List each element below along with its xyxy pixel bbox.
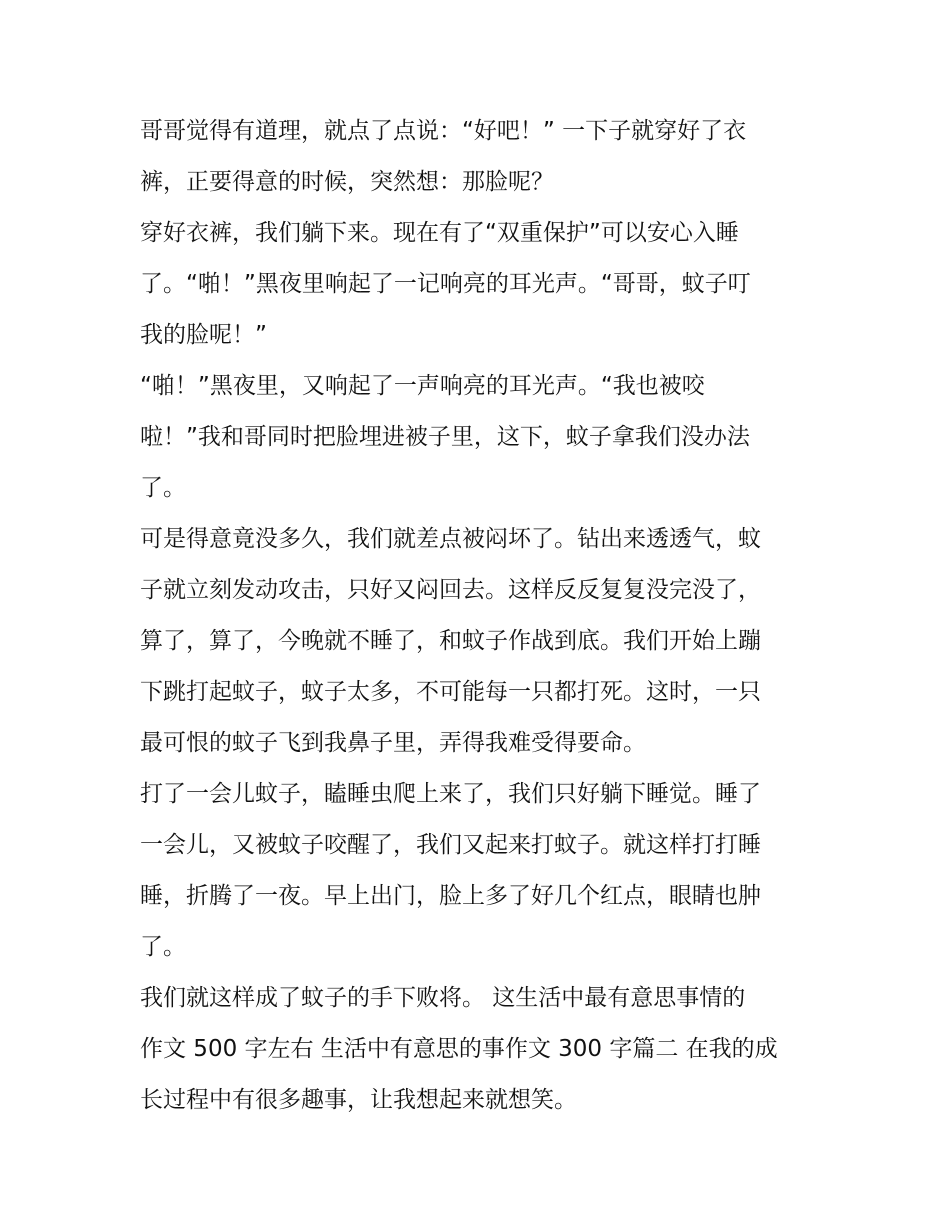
text-line: 了。“啪！”黑夜里响起了一记响亮的耳光声。“哥哥，蚊子叮 bbox=[140, 271, 751, 297]
text-line: 可是得意竟没多久，我们就差点被闷坏了。钻出来透透气，蚊 bbox=[140, 526, 761, 552]
text-line: 了。 bbox=[140, 934, 186, 960]
text-line: 一会儿，又被蚊子咬醒了，我们又起来打蚊子。就这样打打睡 bbox=[140, 832, 761, 858]
text-line: 裤，正要得意的时候，突然想：那脸呢？ bbox=[140, 169, 554, 195]
text-line: 了。 bbox=[140, 475, 186, 501]
text-line: 最可恨的蚊子飞到我鼻子里，弄得我难受得要命。 bbox=[140, 730, 646, 756]
text-line: 穿好衣裤，我们躺下来。现在有了“双重保护”可以安心入睡 bbox=[140, 220, 739, 246]
text-line: 长过程中有很多趣事，让我想起来就想笑。 bbox=[140, 1087, 577, 1113]
text-line: 作文 500 字左右 生活中有意思的事作文 300 字篇二 在我的成 bbox=[140, 1036, 778, 1062]
text-line: 啦！”我和哥同时把脸埋进被子里，这下，蚊子拿我们没办法 bbox=[140, 424, 750, 450]
text-line: 我的脸呢！” bbox=[140, 322, 267, 348]
text-line: 我们就这样成了蚊子的手下败将。 这生活中最有意思事情的 bbox=[140, 985, 746, 1011]
text-line: 子就立刻发动攻击，只好又闷回去。这样反反复复没完没了， bbox=[140, 577, 761, 603]
text-line: 打了一会儿蚊子，瞌睡虫爬上来了，我们只好躺下睡觉。睡了 bbox=[140, 781, 761, 807]
text-line: “啪！”黑夜里，又响起了一声响亮的耳光声。“我也被咬 bbox=[140, 373, 705, 399]
text-line: 哥哥觉得有道理，就点了点说：“好吧！” 一下子就穿好了衣 bbox=[140, 118, 747, 144]
text-line: 算了，算了，今晚就不睡了，和蚊子作战到底。我们开始上蹦 bbox=[140, 628, 761, 654]
document-body bbox=[140, 106, 820, 1126]
text-line: 睡，折腾了一夜。早上出门，脸上多了好几个红点，眼睛也肿 bbox=[140, 883, 761, 909]
text-line: 下跳打起蚊子，蚊子太多，不可能每一只都打死。这时，一只 bbox=[140, 679, 761, 705]
